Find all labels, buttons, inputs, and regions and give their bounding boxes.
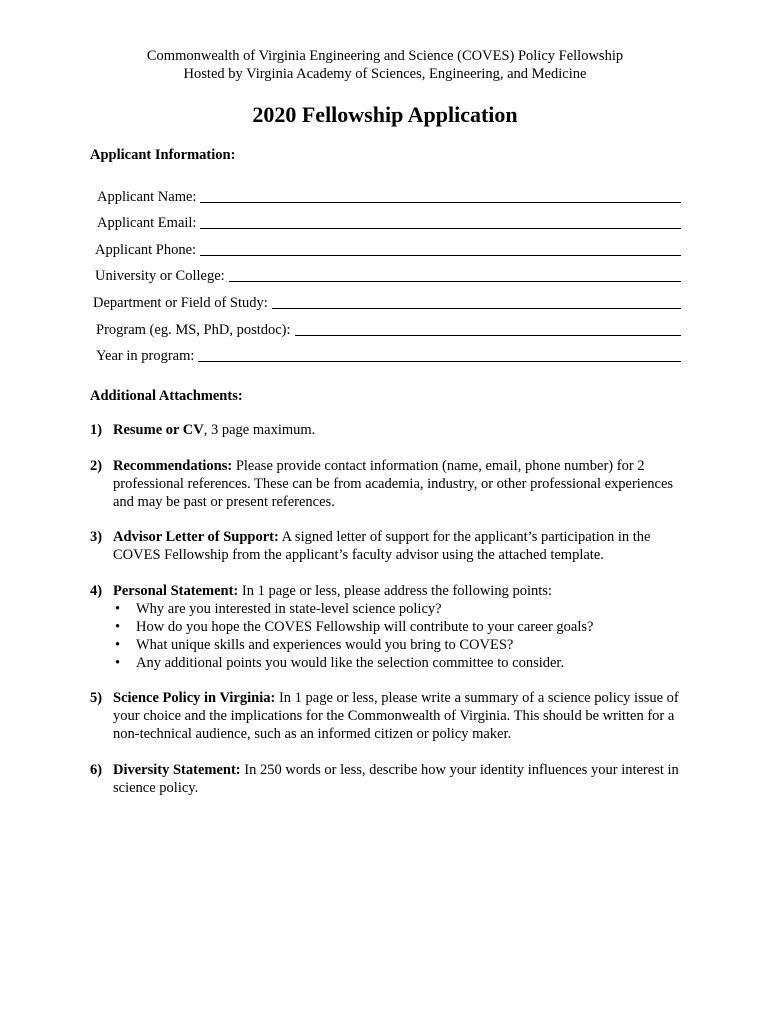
item-text: In 1 page or less, please write a summary of a science policy issue of your choice and the implications for the Commonwealth of Virginia. This should be written for a non-technical audience, such as an informed citizen or policy maker. — [113, 690, 679, 742]
item-text: , 3 page maximum. — [203, 422, 316, 438]
field-label: University or College: — [95, 268, 225, 285]
item-title: Science Policy in Virginia: — [113, 690, 276, 706]
attachment-item-science-policy — [90, 689, 680, 743]
item-body — [113, 457, 680, 511]
list-item — [113, 654, 680, 672]
fill-in-line[interactable] — [200, 228, 681, 229]
item-number: 2) — [90, 457, 103, 474]
item-number: 1) — [90, 422, 103, 438]
item-body — [113, 421, 680, 439]
field-program[interactable] — [93, 312, 681, 339]
item-title: Resume or CV — [113, 422, 204, 438]
field-label: Year in program: — [96, 348, 195, 365]
item-number: 6) — [90, 761, 103, 778]
item-title: Diversity Statement: — [113, 761, 241, 778]
bullet-icon: • — [115, 654, 121, 671]
item-body — [113, 582, 680, 672]
fill-in-line[interactable] — [272, 308, 681, 309]
item-body — [113, 761, 680, 797]
bullet-icon: • — [115, 636, 121, 653]
bullet-list — [113, 600, 680, 672]
list-item — [113, 618, 680, 636]
attachment-item-advisor-letter — [90, 528, 680, 564]
field-label: Program (eg. MS, PhD, postdoc): — [96, 321, 291, 338]
item-title: Personal Statement: — [113, 582, 239, 599]
item-title: Recommendations: — [113, 457, 233, 474]
header-line-2: Hosted by Virginia Academy of Sciences, Engineering, and Medicine — [183, 66, 587, 82]
applicant-fields — [93, 179, 681, 365]
list-item — [113, 636, 680, 654]
field-label: Department or Field of Study: — [93, 294, 268, 311]
field-label: Applicant Email: — [97, 215, 197, 232]
fill-in-line[interactable] — [200, 202, 681, 203]
fill-in-line[interactable] — [198, 361, 681, 362]
item-number: 5) — [90, 690, 103, 706]
page-title: 2020 Fellowship Application — [252, 102, 518, 127]
field-label: Applicant Name: — [97, 188, 197, 205]
field-year-in-program[interactable] — [93, 339, 681, 366]
item-body — [113, 689, 680, 743]
field-university[interactable] — [93, 259, 681, 286]
additional-attachments-heading: Additional Attachments: — [90, 388, 243, 404]
field-applicant-email[interactable] — [93, 206, 681, 233]
item-number: 4) — [90, 582, 103, 599]
bullet-text: What unique skills and experiences would you bring to COVES? — [136, 636, 514, 653]
field-applicant-phone[interactable] — [93, 232, 681, 259]
bullet-text: How do you hope the COVES Fellowship will contribute to your career goals? — [136, 618, 594, 635]
bullet-icon: • — [115, 618, 121, 635]
header-line-1: Commonwealth of Virginia Engineering and Science (COVES) Policy Fellowship — [146, 48, 624, 64]
attachment-item-diversity-statement — [90, 761, 680, 797]
item-text: A signed letter of support for the applicant’s participation in the COVES Fellowship from the applicant’s faculty advisor using the attached template. — [113, 529, 651, 563]
applicant-information-heading: Applicant Information: — [90, 147, 236, 163]
attachment-item-personal-statement — [90, 582, 680, 672]
item-title: Advisor Letter of Support: — [113, 529, 279, 545]
list-item — [113, 600, 680, 618]
item-body — [113, 528, 680, 564]
fill-in-line[interactable] — [295, 335, 681, 336]
item-number: 3) — [90, 529, 103, 545]
attachment-item-resume — [90, 421, 680, 439]
field-applicant-name[interactable] — [93, 179, 681, 206]
attachments-list — [90, 421, 680, 814]
bullet-text: Any additional points you would like the selection committee to consider. — [136, 654, 565, 671]
document-header — [0, 47, 770, 83]
bullet-icon: • — [115, 600, 121, 617]
item-text: Please provide contact information (name, email, phone number) for 2 professional references. These can be from academia, industry, or other professional experiences and may be past or present references. — [113, 457, 674, 510]
field-department[interactable] — [93, 285, 681, 312]
fill-in-line[interactable] — [200, 255, 681, 256]
fill-in-line[interactable] — [229, 281, 681, 282]
bullet-text: Why are you interested in state-level science policy? — [136, 600, 442, 617]
item-text: In 1 page or less, please address the following points: — [238, 582, 552, 599]
item-text: In 250 words or less, describe how your identity influences your interest in science policy. — [113, 761, 679, 796]
attachment-item-recommendations — [90, 457, 680, 511]
field-label: Applicant Phone: — [95, 241, 197, 258]
